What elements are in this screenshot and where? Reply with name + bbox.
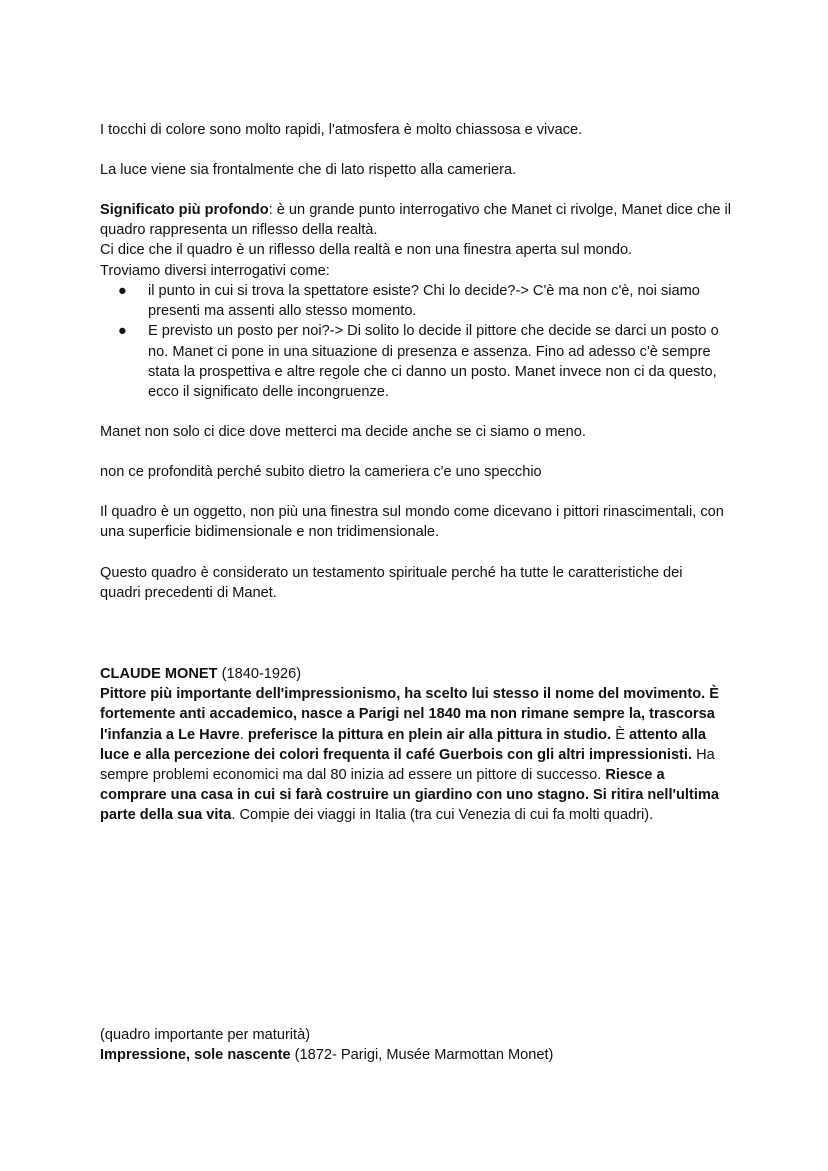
paragraph-manet-place: Manet non solo ci dice dove metterci ma decide anche se ci siamo o meno. [100,424,586,440]
deeper-meaning-line2: Ci dice che il quadro è un riflesso della realtà e non una finestra aperta sul mondo. [100,242,633,259]
paragraph-brushstrokes: I tocchi di colore sono molto rapidi, l'atmosfera è molto chiassosa e vivace. [100,122,583,138]
painting-info: (1872- Parigi, Musée Marmottan Monet) [290,1047,554,1064]
section-painting [100,1025,740,1065]
monet-text: . [239,726,248,743]
deeper-meaning-heading: Significato più profondo [100,202,269,218]
monet-text: Riesce a comprare una casa in cui si farà costruire un giardino con uno stagno. Si ritira nell'ultima parte della sua vita [100,767,719,824]
section-deeper-meaning [100,200,740,281]
paragraph-testament: Questo quadro è considerato un testamento spirituale perché ha tutte le caratteristiche dei quadri precedenti di Manet. [100,565,683,602]
list-item-text: E previsto un posto per noi?-> Di solito lo decide il pittore che decide se darci un posto o no. Manet ci pone in una situazione di presenza e assenza. Fino ad adesso c'è sempre stata la prospettiva e altre regole che ci danno un posto. Manet invece non ci da questo, ecco il significato delle incongruenze. [148,323,719,401]
painting-title: Impressione, sole nascente [100,1047,291,1064]
paragraph-depth: non ce profondità perché subito dietro la cameriera c'e uno specchio [100,464,542,480]
paragraph-object: Il quadro è un oggetto, non più una finestra sul mondo come dicevano i pittori rinascimentali, con una superficie bidimensionale e non tridimensionale. [100,504,724,541]
deeper-meaning-line3: Troviamo diversi interrogativi come: [100,262,330,279]
monet-text: preferisce la pittura en plein air alla pittura in studio. [247,726,616,743]
paragraph-light: La luce viene sia frontalmente che di lato rispetto alla cameriera. [100,162,517,178]
monet-text: È [615,726,625,743]
bullet-icon: ● [118,283,127,299]
deeper-meaning-text: : è un grande punto interrogativo che Manet ci rivolge, Manet dice che il quadro rappresenta un riflesso della realtà. [100,202,732,239]
monet-text: . Compie dei viaggi in Italia (tra cui Venezia di cui fa molti quadri). [231,807,654,824]
monet-text: Ha sempre problemi economici ma dal 80 inizia ad essere un pittore di successo. [100,746,715,784]
questions-list [100,281,740,402]
list-item [118,281,740,321]
monet-text: attento alla luce e alla percezione dei colori frequenta il café Guerbois con gli altri impressionisti. [100,726,707,763]
monet-dates: (1840-1926) [217,666,302,682]
section-claude-monet [100,664,732,826]
monet-heading: CLAUDE MONET [100,666,218,682]
bullet-icon: ● [118,323,127,340]
list-item [118,321,740,402]
list-item-text: il punto in cui si trova la spettatore esiste? Chi lo decide?-> C'è ma non c'è, noi siamo presenti ma assenti allo stesso momento. [148,283,700,320]
monet-text: Pittore più importante dell'impressionismo, ha scelto lui stesso il nome del movimento. È fortemente anti accademico, nasce a Parigi nel 1840 ma non rimane sempre la, trascorsa l'infanzia a Le Havre [100,686,719,743]
maturity-note: (quadro importante per maturità) [100,1027,311,1043]
